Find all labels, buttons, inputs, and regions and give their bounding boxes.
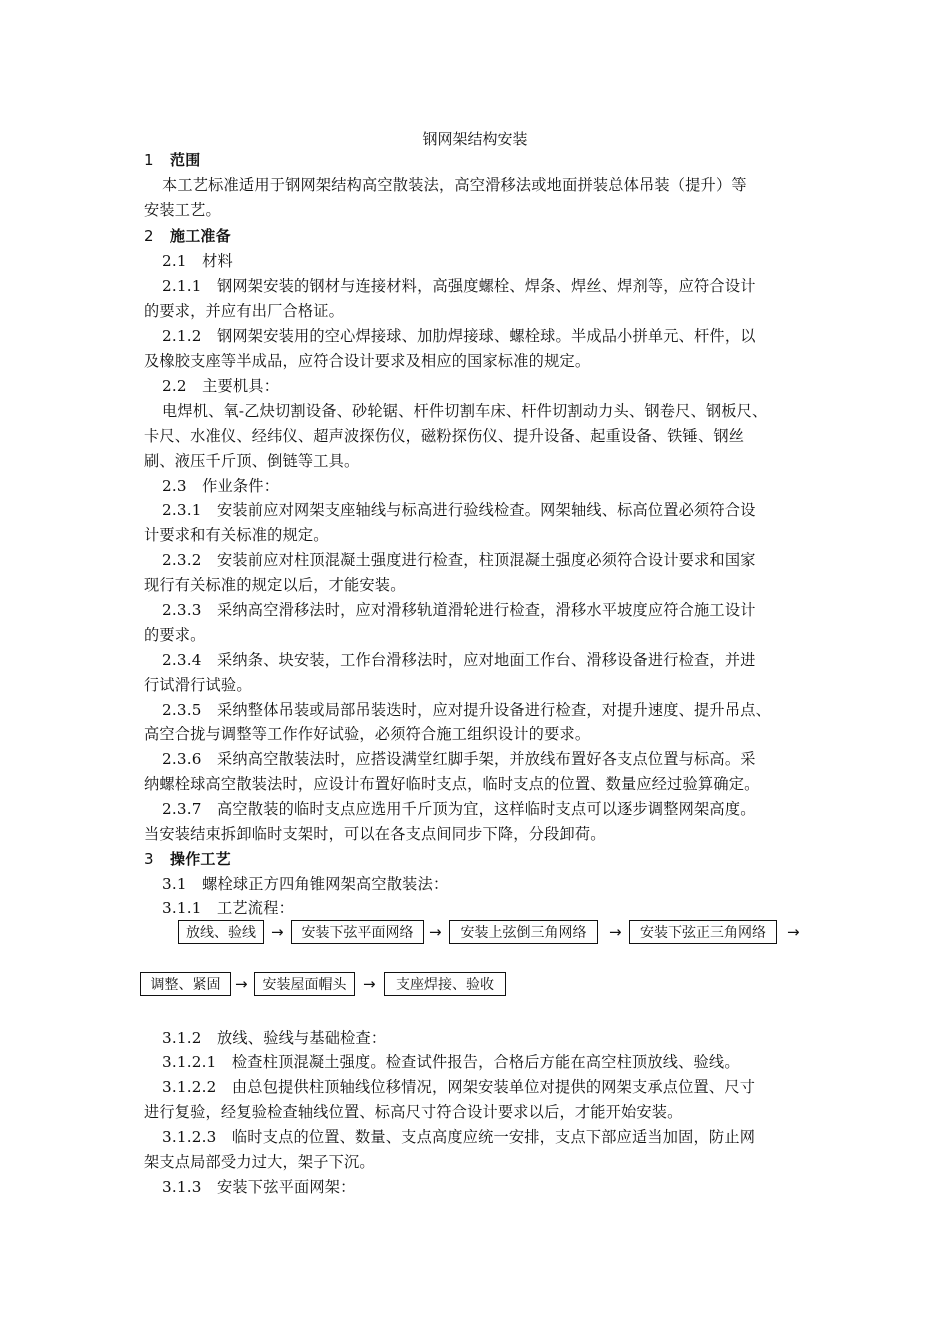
para-2-3-7-line1: 2.3.7 高空散装的临时支点应选用千斤顶为宜，这样临时支点可以逐步调整网架高度。: [162, 800, 756, 818]
para-2-2-line3: 刷、液压千斤顶、倒链等工具。: [144, 452, 360, 470]
flow-step-1: 放线、验线: [178, 920, 264, 944]
section-2-heading: 2 施工准备: [144, 227, 231, 245]
para-2-3-3-line1: 2.3.3 采纳高空滑移法时，应对滑移轨道滑轮进行检查，滑移水平坡度应符合施工设计: [162, 601, 756, 619]
para-3-1-2-3-line2: 架支点局部受力过大，架子下沉。: [144, 1153, 375, 1171]
flow-step-3: 安装上弦倒三角网络: [449, 920, 598, 944]
para-2-1-1-line1: 2.1.1 钢网架安装的钢材与连接材料，高强度螺栓、焊条、焊丝、焊剂等，应符合设计: [162, 277, 756, 295]
para-3-1-2-3-line1: 3.1.2.3 临时支点的位置、数量、支点高度应统一安排，支点下部应适当加固，防止网: [162, 1128, 756, 1146]
flow-arrow-4: →: [787, 923, 800, 941]
doc-title: 钢网架结构安装: [422, 130, 528, 148]
subsection-3-1: 3.1 螺栓球正方四角锥网架高空散装法：: [162, 875, 449, 893]
para-2-3-1-line2: 计要求和有关标准的规定。: [144, 526, 329, 544]
para-2-3-3-line2: 的要求。: [144, 626, 206, 644]
subsection-3-1-2: 3.1.2 放线、验线与基础检查：: [162, 1029, 387, 1047]
flow-step-6: 安装屋面帽头: [254, 972, 355, 996]
subsection-2-3: 2.3 作业条件：: [162, 477, 280, 495]
para-2-1-2-line1: 2.1.2 钢网架安装用的空心焊接球、加肋焊接球、螺栓球。半成品小拼单元、杆件，以: [162, 327, 756, 345]
flow-step-2: 安装下弦平面网络: [291, 920, 424, 944]
para-2-3-5-line1: 2.3.5 采纳整体吊装或局部吊装迭时，应对提升设备进行检查，对提升速度、提升吊点、: [162, 701, 771, 719]
flow-arrow-2: →: [429, 923, 442, 941]
flow-step-7: 支座焊接、验收: [384, 972, 506, 996]
section-1-heading: 1 范围: [144, 151, 201, 169]
flow-step-5: 调整、紧固: [140, 972, 231, 996]
para-2-3-7-line2: 当安装结束拆卸临时支架时，可以在各支点间同步下降，分段卸荷。: [144, 825, 606, 843]
subsection-2-1: 2.1 材料: [162, 252, 233, 270]
section-1-para-line2: 安装工艺。: [144, 201, 221, 219]
subsection-3-1-1: 3.1.1 工艺流程：: [162, 899, 294, 917]
para-3-1-2-2-line2: 进行复验，经复验检查轴线位置、标高尺寸符合设计要求以后，才能开始安装。: [144, 1103, 683, 1121]
para-2-2-line2: 卡尺、水准仪、经纬仪、超声波探伤仪，磁粉探伤仪、提升设备、起重设备、铁锤、钢丝: [144, 427, 745, 445]
flow-arrow-6: →: [363, 975, 376, 993]
para-2-3-2-line2: 现行有关标准的规定以后，才能安装。: [144, 576, 406, 594]
flow-step-4: 安装下弦正三角网络: [629, 920, 777, 944]
para-3-1-2-2-line1: 3.1.2.2 由总包提供柱顶轴线位移情况，网架安装单位对提供的网架支承点位置、尺寸: [162, 1078, 756, 1096]
para-2-3-1-line1: 2.3.1 安装前应对网架支座轴线与标高进行验线检查。网架轴线、标高位置必须符合设: [162, 501, 756, 519]
para-2-3-5-line2: 高空合拢与调整等工作作好试验，必须符合施工组织设计的要求。: [144, 725, 591, 743]
para-2-3-4-line2: 行试滑行试验。: [144, 676, 252, 694]
para-3-1-2-1: 3.1.2.1 检查柱顶混凝土强度。检查试件报告，合格后方能在高空柱顶放线、验线。: [162, 1053, 740, 1071]
para-2-3-4-line1: 2.3.4 采纳条、块安装，工作台滑移法时，应对地面工作台、滑移设备进行检查，并进: [162, 651, 756, 669]
subsection-2-2: 2.2 主要机具：: [162, 377, 280, 395]
flow-arrow-5: →: [235, 975, 248, 993]
para-2-3-6-line2: 纳螺栓球高空散装法时，应设计布置好临时支点，临时支点的位置、数量应经过验算确定。: [144, 775, 760, 793]
flow-arrow-1: →: [271, 923, 284, 941]
flow-arrow-3: →: [609, 923, 622, 941]
para-2-1-1-line2: 的要求，并应有出厂合格证。: [144, 302, 345, 320]
para-2-1-2-line2: 及橡胶支座等半成品，应符合设计要求及相应的国家标准的规定。: [144, 352, 591, 370]
para-2-3-2-line1: 2.3.2 安装前应对柱顶混凝土强度进行检查，柱顶混凝土强度必须符合设计要求和国家: [162, 551, 756, 569]
para-2-3-6-line1: 2.3.6 采纳高空散装法时，应搭设满堂红脚手架，并放线布置好各支点位置与标高。采: [162, 750, 756, 768]
section-3-heading: 3 操作工艺: [144, 850, 231, 868]
para-2-2-line1: 电焊机、氧-乙炔切割设备、砂轮锯、杆件切割车床、杆件切割动力头、钢卷尺、钢板尺、: [162, 402, 768, 420]
section-1-para-line1: 本工艺标准适用于钢网架结构高空散装法，高空滑移法或地面拼装总体吊装（提升）等: [162, 176, 747, 194]
subsection-3-1-3: 3.1.3 安装下弦平面网架：: [162, 1178, 356, 1196]
